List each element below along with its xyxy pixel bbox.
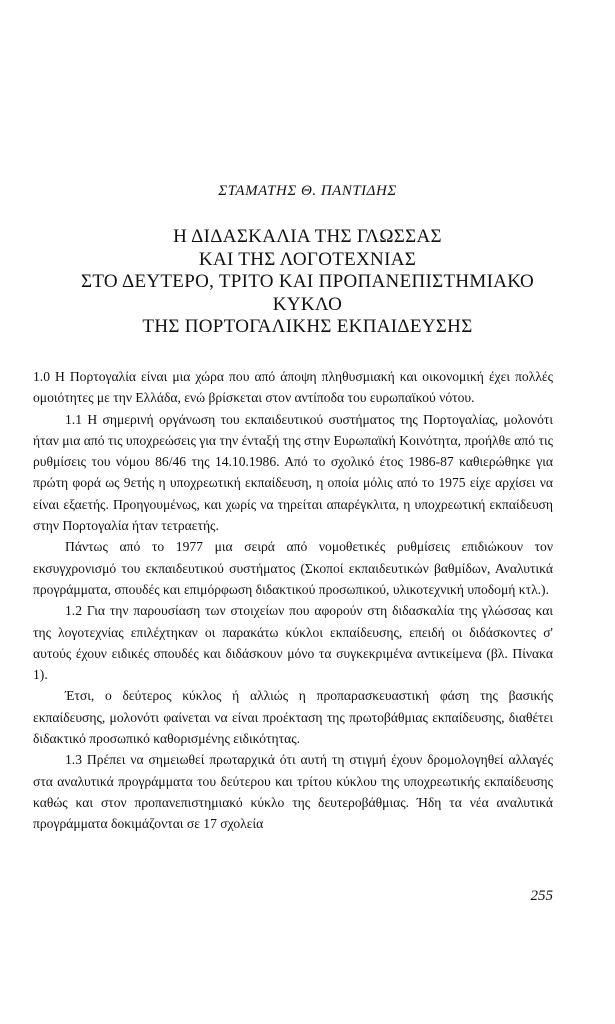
author-name: ΣΤΑΜΑΤΗΣ Θ. ΠΑΝΤΙΔΗΣ [218,183,397,199]
paragraph: Πάντως από το 1977 μια σειρά από νομοθετικές ρυθμίσεις επιδιώκουν τον εκσυγχρονισμό του εκπαιδευτικού συστήματος (Σκοποί εκπαιδευτικών βαθμίδων, Αναλυτικά προγράμματα, σπουδές και επιμόρφωση διδακτικού προσωπικού, υλικοτεχνική υποδομή κτλ.). [33,539,553,597]
article-title [20,226,595,339]
paragraph: Έτσι, ο δεύτερος κύκλος ή αλλιώς η προπαρασκευαστική φάση της βασικής εκπαίδευσης, μολονότι φαίνεται να είναι προέκταση της πρωτοβάθμιας εκπαίδευσης, διαθέτει διδακτικό προσωπικό καθορισμένης ειδικότητας. [33,688,553,747]
page-number: 255 [530,888,553,904]
paragraph: 1.3 Πρέπει να σημειωθεί πρωταρχικά ότι αυτή τη στιγμή έχουν δρομολογηθεί αλλαγές στα αναλυτικά προγράμματα του δεύτερου και τρίτου κύκλου της υποχρεωτικής εκπαίδευσης καθώς και στον προπανεπιστημιακό κύκλο της δευτεροβάθμιας. Ήδη τα νέα αναλυτικά προγράμματα δοκιμάζονται σε 17 σχολεία [33,752,553,832]
article-body [33,366,553,835]
title-line: ΤΗΣ ΠΟΡΤΟΓΑΛΙΚΗΣ ΕΚΠΑΙΔΕΥΣΗΣ [142,316,473,337]
paragraph: 1.1 Η σημερινή οργάνωση του εκπαιδευτικού συστήματος της Πορτογαλίας, μολονότι ήταν μια από τις υποχρεώσεις για την ένταξή της στην Ευρωπαϊκή Κοινότητα, προήλθε από τις ρυθμίσεις του νόμου 86/46 της 14.10.1986. Από το σχολικό έτος 1986-87 καθιερώθηκε για πρώτη φορά ως 9ετής η υποχρεωτική εκπαίδευση, η οποία μόλις από το 1975 είχε αρχίσει να είναι εξαετής. Προηγουμένως, και χωρίς να τηρείται απαρέγκλιτα, η υποχρεωτική εκπαίδευση στην Πορτογαλία ήταν τετραετής. [33,411,553,534]
title-line: ΣΤΟ ΔΕΥΤΕΡΟ, ΤΡΙΤΟ ΚΑΙ ΠΡΟΠΑΝΕΠΙΣΤΗΜΙΑΚΟ [81,271,534,292]
title-line: ΚΑΙ ΤΗΣ ΛΟΓΟΤΕΧΝΙΑΣ [198,248,417,270]
paragraph: 1.2 Για την παρουσίαση των στοιχείων που αφορούν στη διδασκαλία της γλώσσας και της λογοτεχνίας επιλέχτηκαν οι παρακάτω κύκλοι εκπαίδευσης, επειδή οι διδάσκοντες σ' αυτούς έχουν ειδικές σπουδές και διδάσκουν μόνο τα συγκεκριμένα αντικείμενα (βλ. Πίνακα 1). [33,603,553,683]
title-line: Η ΔΙΔΑΣΚΑΛΙΑ ΤΗΣ ΓΛΩΣΣΑΣ [173,226,442,247]
paragraph: 1.0 Η Πορτογαλία είναι μια χώρα που από άποψη πληθυσμιακή και οικονομική έχει πολλές ομοιότητες με την Ελλάδα, ενώ βρίσκεται στον αντίποδα του ευρωπαϊκού νότου. [33,369,553,406]
title-line: ΚΥΚΛΟ [272,293,343,315]
